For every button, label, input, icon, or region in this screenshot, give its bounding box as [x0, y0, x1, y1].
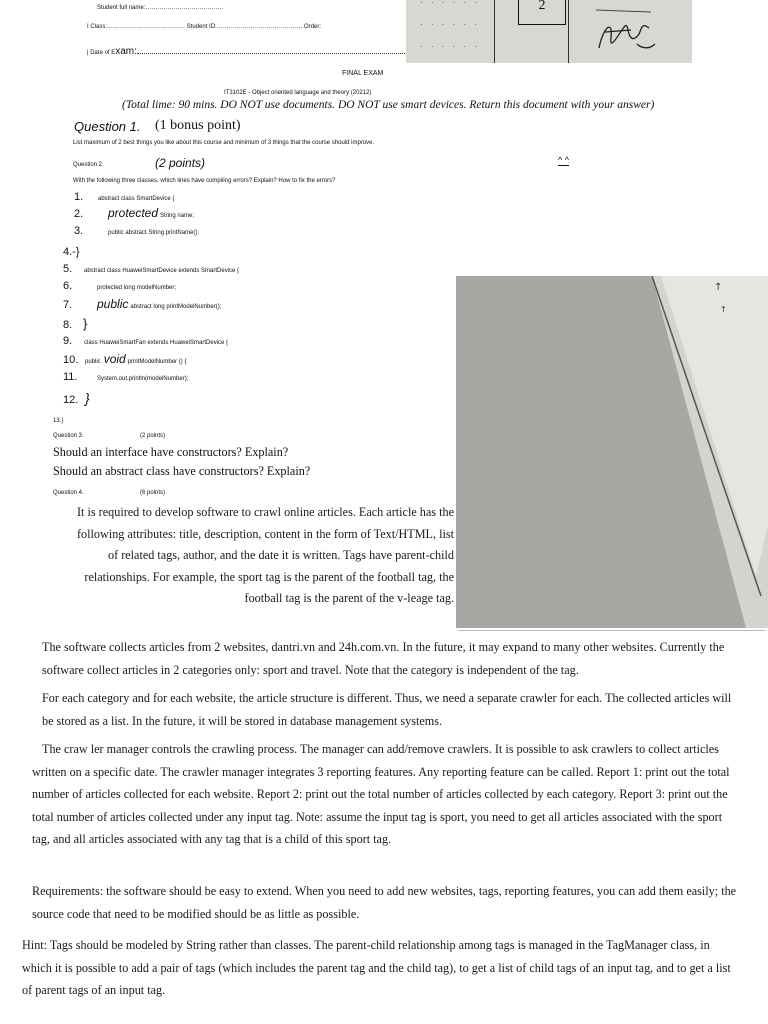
svg-text:↑: ↑	[714, 282, 723, 293]
line-number: 2.	[74, 208, 84, 220]
code-text: abstract class HuaweiSmartDevice extends SmartDevice {	[84, 268, 240, 274]
intro-line: football tag is the parent of the v-leage tag.	[244, 591, 454, 605]
code-keyword: void	[103, 352, 126, 366]
paragraph-crawler-manager: The craw ler manager controls the crawling process. The manager can add/remove crawlers. It is possible to ask crawlers to collect articles written on a specific date. The crawler manager integrates 3 reporting features. Any reporting feature can be called. Report 1: print out the total number of articles collected for each website. Report 2: print out the total number of articles collected by each category. Report 3: print out the total number of articles collected under any input tag. Note: assume the input tag is sport, you need to get all articles associated with the sport tag, and all articles associated with any tag that is a child of this sport tag.	[32, 742, 730, 846]
grade-digit: 2	[538, 0, 546, 13]
signature-icon	[591, 8, 661, 60]
exam-instructions: (Total lime: 90 mins. DO NOT use documents. DO NOT use smart devices. Return this document with your answer)	[122, 99, 655, 111]
code-text: public abstract String printName();	[108, 230, 200, 236]
code-line-5	[63, 263, 239, 275]
code-line-9	[63, 335, 228, 347]
question-3-line-2: Should an abstract class have constructors? Explain?	[53, 464, 311, 478]
code-line-4	[63, 246, 80, 258]
line-number: 1.	[74, 191, 84, 203]
code-line-3	[74, 225, 199, 237]
question-4-label: Question 4.	[53, 490, 84, 496]
date-prefix: | Date of E	[87, 50, 116, 56]
course-title: IT3102E - Object oriented language and theory (20212)	[224, 90, 372, 96]
code-text: printModelNumber () {	[127, 359, 187, 365]
intro-line: It is required to develop software to crawl online articles. Each article has the	[77, 505, 454, 519]
line-number: 8.	[63, 319, 73, 331]
question-1-label: Question 1.	[74, 119, 141, 134]
code-keyword: protected	[108, 206, 159, 220]
paragraph-websites: The software collects articles from 2 websites, dantri.vn and 24h.com.vn. In the future, it may expand to many other websites. Currently the software collect articles in 2 categories only: sport and travel. Note that the category is independent of the tag.	[42, 640, 725, 677]
dots-row-3: · · · · · ·	[420, 42, 481, 51]
svg-text:↑: ↑	[720, 305, 727, 314]
code-line-10	[63, 352, 186, 366]
date-of-exam-field	[87, 41, 427, 59]
dots-row-1: · · · · · ·	[420, 0, 481, 7]
question-2-points: (2 points)	[155, 156, 206, 170]
line-number: 6.	[63, 280, 73, 292]
code-line-12	[63, 390, 90, 406]
line-number: 11.	[63, 371, 78, 383]
exam-title: FINAL EXAM	[342, 70, 384, 77]
question-2-text: With the following three classes, which lines have compiling errors? Explain? How to fix the errors?	[73, 178, 336, 184]
question-3-points: (2 points)	[140, 433, 166, 439]
line-number: 10.	[63, 354, 79, 366]
code-brace: }	[85, 390, 90, 406]
photographed-paper	[456, 276, 768, 628]
intro-line: following attributes: title, description, content in the form of Text/HTML, list	[76, 526, 454, 541]
code-brace: }	[83, 316, 88, 331]
code-text: abstract class SmartDevice {	[98, 196, 175, 202]
code-line-6	[63, 280, 176, 292]
question-4-intro	[44, 502, 454, 610]
question-3-line-1: Should an interface have constructors? Explain?	[53, 445, 289, 459]
code-text: protected long modelNumber;	[97, 285, 177, 291]
code-line-8	[63, 316, 87, 331]
code-line-11	[63, 371, 188, 383]
date-exam-label: xam:	[115, 46, 137, 57]
intro-line: relationships. For example, the sport tag is the parent of the football tag, the	[84, 569, 454, 584]
code-text: class HuaweiSmartFan extends HuaweiSmartDevice {	[84, 340, 229, 346]
caret-mark: ^ ^	[558, 155, 569, 165]
line-number: 9.	[63, 335, 73, 347]
code-line-13: 13.}	[53, 418, 64, 424]
code-text: String name;	[160, 213, 195, 219]
line-number: 3.	[74, 225, 84, 237]
intro-line: of related tags, author, and the date it is written. Tags have parent-child	[108, 548, 454, 562]
grade-box	[518, 0, 566, 25]
line-number: 12.	[63, 394, 79, 406]
question-1-points: (1 bonus point)	[155, 118, 241, 133]
class-field: I Class:………………………………… Student ID:……………………………………. Order:	[87, 24, 322, 30]
line-number: 4.-}	[63, 246, 80, 258]
paragraph-hint: Hint: Tags should be modeled by String rather than classes. The parent-child relationship among tags is managed in the TagManager class, in which it is possible to add a pair of tags (which includes the parent tag and the child tag), to get a list of child tags of an input tag, and to get a list of parent tags of an input tag.	[22, 938, 731, 997]
code-modifier: public	[85, 359, 101, 365]
question-2-label: Question 2.	[73, 162, 104, 168]
code-text: System.out.println(modelNumber);	[97, 376, 189, 382]
code-line-2	[74, 206, 194, 220]
code-line-1	[74, 191, 174, 203]
code-text: abstract long printModelNumber();	[130, 304, 222, 310]
question-4-points: (6 points)	[140, 490, 166, 496]
student-name-field: Student full name:…………………………………	[97, 5, 224, 11]
photographed-score-box	[406, 0, 692, 63]
code-keyword: public	[97, 297, 129, 311]
line-number: 5.	[63, 263, 73, 275]
question-1-text: List maximum of 2 best things you like about this course and minimum of 3 things that the course should improve.	[73, 140, 375, 146]
paper-edge	[458, 630, 766, 631]
paragraph-crawlers: For each category and for each website, the article structure is different. Thus, we need a separate crawler for each. The collected articles will be stored as a list. In the future, it will be stored in database management systems.	[42, 691, 732, 728]
dots-row-2: · · · · · ·	[420, 20, 481, 29]
question-3-label: Question 3.	[53, 433, 84, 439]
paragraph-requirements: Requirements: the software should be easy to extend. When you need to add new websites, tags, reporting features, you can add them easily; the source code that need to be modified should be as little as possible.	[32, 884, 737, 921]
code-line-7	[63, 297, 221, 311]
line-number: 7.	[63, 299, 73, 311]
